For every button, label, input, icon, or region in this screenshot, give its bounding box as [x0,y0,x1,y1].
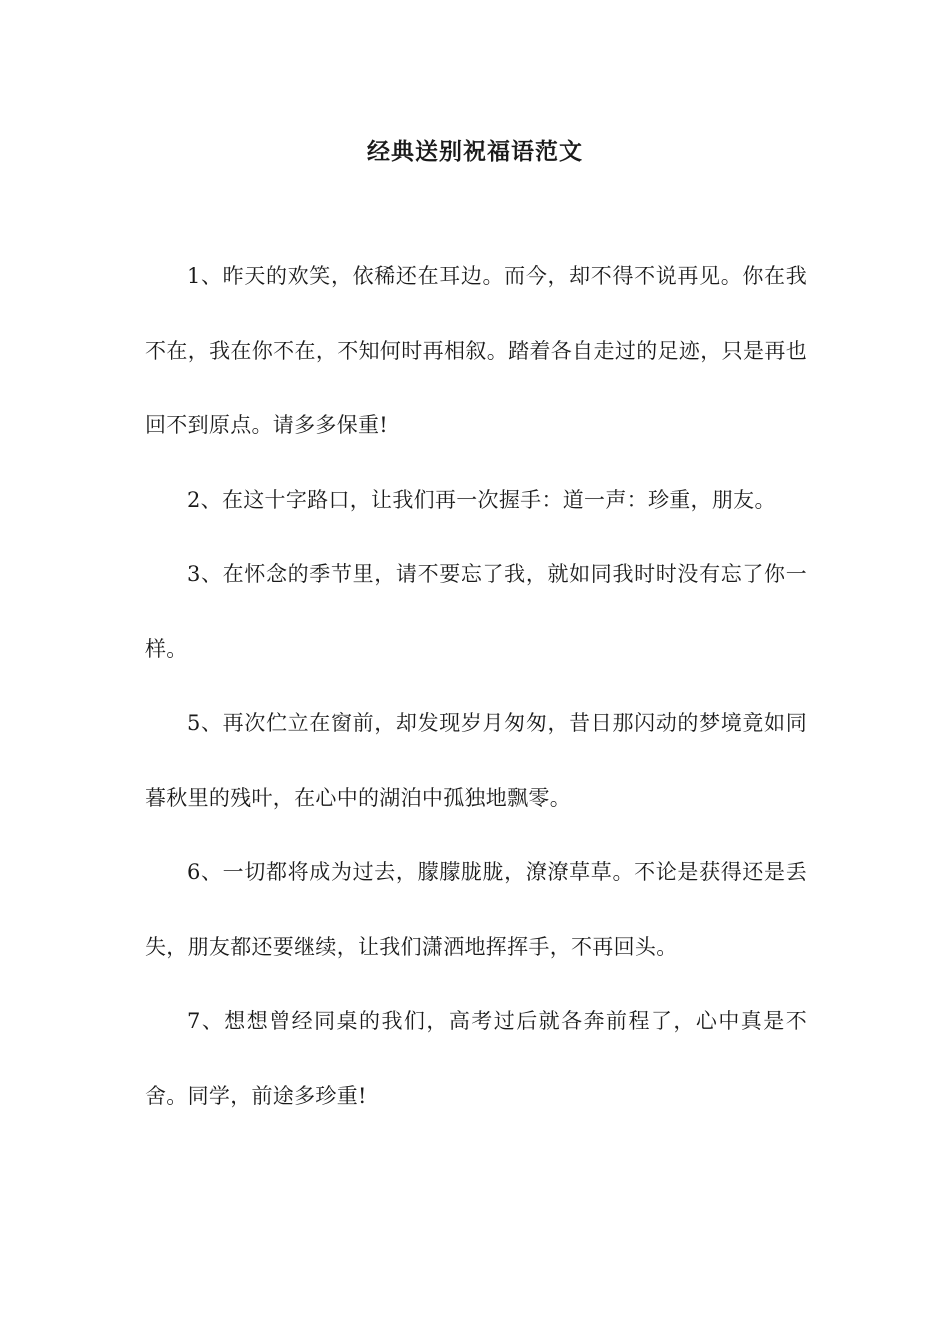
paragraph-6: 7、想想曾经同桌的我们，高考过后就各奔前程了，心中真是不舍。同学，前途多珍重! [145,1009,807,1108]
paragraph-1: 1、昨天的欢笑，依稀还在耳边。而今，却不得不说再见。你在我不在，我在你不在，不知何时再相叙。踏着各自走过的足迹，只是再也回不到原点。请多多保重! [145,264,807,437]
paragraph-5: 6、一切都将成为过去，朦朦胧胧，潦潦草草。不论是获得还是丢失，朋友都还要继续，让我们潇洒地挥挥手，不再回头。 [145,860,807,959]
document-body [145,239,807,1133]
document-title: 经典送别祝福语范文 [367,138,583,165]
paragraph-3: 3、在怀念的季节里，请不要忘了我，就如同我时时没有忘了你一样。 [145,562,807,661]
paragraph-2: 2、在这十字路口，让我们再一次握手：道一声：珍重，朋友。 [187,487,776,512]
paragraph-4: 5、再次伫立在窗前，却发现岁月匆匆，昔日那闪动的梦境竟如同暮秋里的残叶，在心中的湖泊中孤独地飘零。 [145,711,807,810]
